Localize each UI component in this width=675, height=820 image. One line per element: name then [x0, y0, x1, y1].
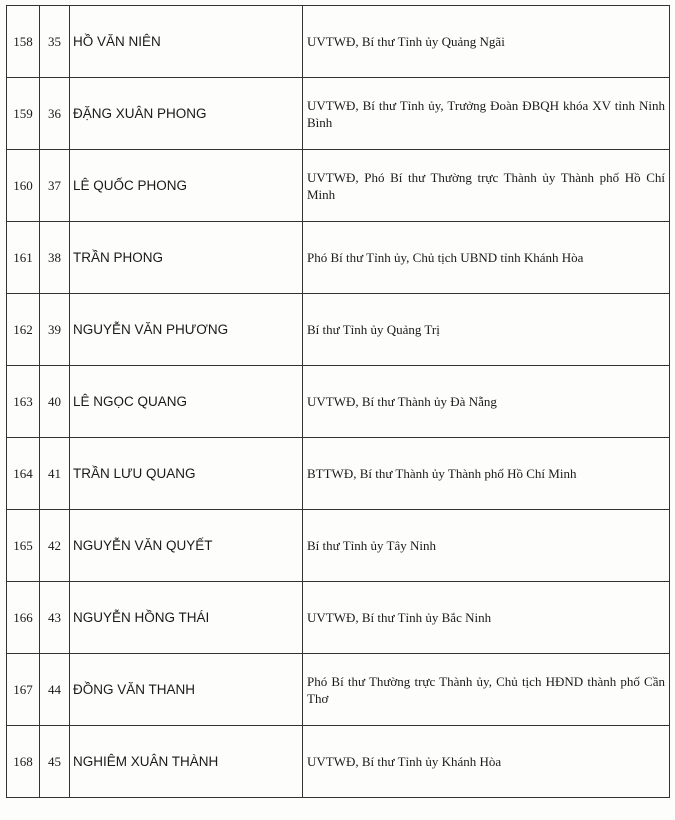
row-number: 43	[40, 582, 70, 654]
table-row	[7, 294, 670, 366]
row-index: 165	[7, 510, 40, 582]
person-position: Bí thư Tỉnh ủy Tây Ninh	[303, 510, 670, 582]
person-position: Phó Bí thư Thường trực Thành ủy, Chủ tịch HĐND thành phố Cần Thơ	[303, 654, 670, 726]
table-row	[7, 582, 670, 654]
row-number: 39	[40, 294, 70, 366]
person-position: UVTWĐ, Phó Bí thư Thường trực Thành ủy Thành phố Hồ Chí Minh	[303, 150, 670, 222]
row-number: 35	[40, 6, 70, 78]
person-name: NGUYỄN HỒNG THÁI	[70, 582, 303, 654]
table-row	[7, 726, 670, 798]
person-position: Phó Bí thư Tỉnh ủy, Chủ tịch UBND tỉnh Khánh Hòa	[303, 222, 670, 294]
person-name: NGUYỄN VĂN QUYẾT	[70, 510, 303, 582]
person-position: UVTWĐ, Bí thư Tỉnh ủy Quảng Ngãi	[303, 6, 670, 78]
row-index: 167	[7, 654, 40, 726]
row-index: 168	[7, 726, 40, 798]
table-row	[7, 6, 670, 78]
row-index: 161	[7, 222, 40, 294]
row-number: 44	[40, 654, 70, 726]
row-number: 42	[40, 510, 70, 582]
row-number: 38	[40, 222, 70, 294]
person-name: LÊ QUỐC PHONG	[70, 150, 303, 222]
row-index: 163	[7, 366, 40, 438]
person-name: NGHIÊM XUÂN THÀNH	[70, 726, 303, 798]
personnel-table	[6, 5, 670, 798]
row-number: 36	[40, 78, 70, 150]
table-row	[7, 366, 670, 438]
row-number: 41	[40, 438, 70, 510]
row-number: 45	[40, 726, 70, 798]
person-position: UVTWĐ, Bí thư Tỉnh ủy, Trưởng Đoàn ĐBQH khóa XV tỉnh Ninh Bình	[303, 78, 670, 150]
person-position: UVTWĐ, Bí thư Tỉnh ủy Khánh Hòa	[303, 726, 670, 798]
person-position: BTTWĐ, Bí thư Thành ủy Thành phố Hồ Chí Minh	[303, 438, 670, 510]
row-index: 159	[7, 78, 40, 150]
table-row	[7, 222, 670, 294]
person-name: HỒ VĂN NIÊN	[70, 6, 303, 78]
table-row	[7, 78, 670, 150]
row-index: 164	[7, 438, 40, 510]
row-number: 37	[40, 150, 70, 222]
person-name: TRẦN PHONG	[70, 222, 303, 294]
table-row	[7, 438, 670, 510]
person-name: ĐỒNG VĂN THANH	[70, 654, 303, 726]
row-number: 40	[40, 366, 70, 438]
row-index: 166	[7, 582, 40, 654]
person-name: LÊ NGỌC QUANG	[70, 366, 303, 438]
person-name: TRẦN LƯU QUANG	[70, 438, 303, 510]
row-index: 160	[7, 150, 40, 222]
person-position: Bí thư Tỉnh ủy Quảng Trị	[303, 294, 670, 366]
person-name: NGUYỄN VĂN PHƯƠNG	[70, 294, 303, 366]
person-position: UVTWĐ, Bí thư Thành ủy Đà Nẵng	[303, 366, 670, 438]
person-name: ĐẶNG XUÂN PHONG	[70, 78, 303, 150]
table-row	[7, 654, 670, 726]
table-row	[7, 150, 670, 222]
row-index: 158	[7, 6, 40, 78]
row-index: 162	[7, 294, 40, 366]
table-row	[7, 510, 670, 582]
person-position: UVTWĐ, Bí thư Tỉnh ủy Bắc Ninh	[303, 582, 670, 654]
